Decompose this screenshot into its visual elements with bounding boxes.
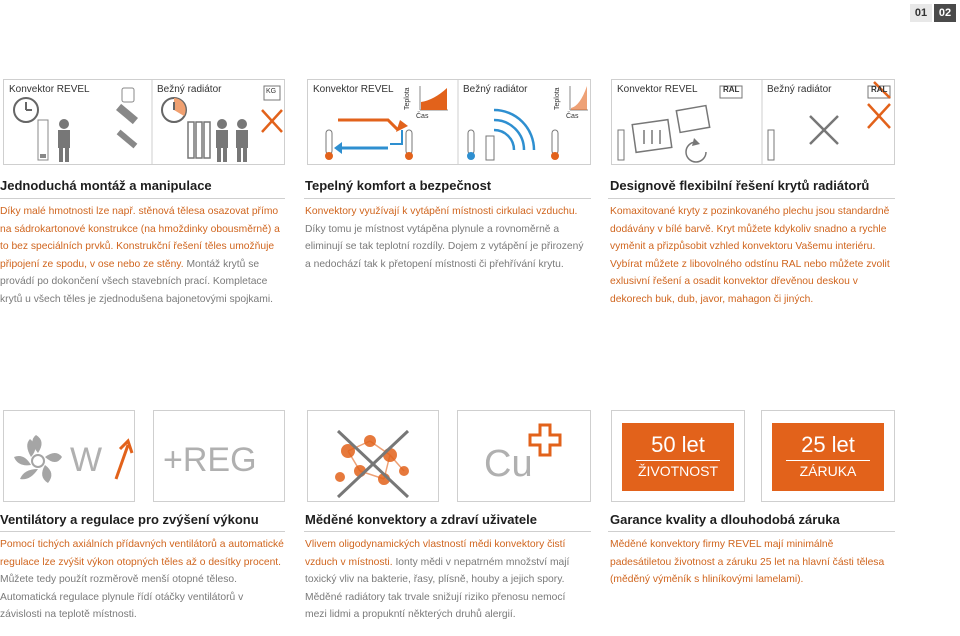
section-text-med-highlight: Vlivem oligodynamických vlastností mědi konvektory čistí vzduch v místnosti. — [305, 539, 566, 568]
section-divider — [304, 198, 591, 199]
clock-orange-icon — [162, 98, 186, 122]
section-text-komfort-highlight: Konvektory využívají k vytápění místnosti cirkulaci vzduchu. — [305, 206, 578, 217]
arrow-up-icon — [116, 441, 132, 479]
cu-text: Cu — [484, 443, 533, 485]
section-title-design: Designově flexibilní řešení krytů radiátorů — [610, 178, 870, 193]
heat-waves-icon — [494, 110, 534, 150]
cover-swap-icon — [632, 106, 709, 162]
cross-icon — [810, 116, 838, 144]
section-text-komfort-body: Díky tomu je místnost vytápěna plynule a rovnoměrně a eliminují se tak teplotní rozdíly. Dojem z vytápění je přirozený a nedochází tak k přetopení místnosti či přehřívání krytu. — [305, 223, 584, 270]
fan-w-letter: W — [70, 441, 103, 479]
panel2-right-label: Bežný radiátor — [463, 84, 528, 95]
section-text-garance-highlight: Měděné konvektory firmy REVEL mají minimálně padesátiletou životnost a záruku 25 let na hlavní části tělesa (měděný výměník s hliníkovými lamelami). — [610, 539, 885, 586]
illustration-panel-design — [611, 79, 895, 165]
box-bacteria — [307, 410, 439, 502]
fan-icon — [14, 435, 62, 483]
section-text-montaz-highlight: Díky malé hmotnosti lze např. stěnová tělesa osazovat přímo na sádrokartonové konstrukce (na hmoždinky obousměrně) a to bez speciálních prvků. Konstrukční řešení těles umožňuje připojení ze spodu, v ose nebo ze stěny. — [0, 206, 280, 270]
reg-text: +REG — [163, 441, 257, 479]
section-divider — [608, 198, 895, 199]
section-text-design-highlight: Komaxitované kryty z pozinkovaného plechu jsou standardně dodávány v bílé barvě. Kryt můžete kdykoliv snadno a rychle vyměnit a přizpůsobit vzhled konvektoru Vašemu interiéru. Vybírat můžete z libovolného odstínu RAL nebo můžete zvolit exlusivní řešení a osadit konvektor dřevěnou deskou v dekorech buk, dub, javor, mahagon či jiných. — [610, 206, 890, 305]
box-fan — [3, 410, 135, 502]
section-text-med-body: Ionty mědi v nepatrném množství mají toxický vliv na bakterie, řasy, plísně, houby a jejich spory. Měděné radiátory tak trvale snižují riziko přenosu nemocí mezi lidmi a propukntí některých druhů alergií. — [305, 556, 570, 621]
page-number-2[interactable]: 02 — [934, 4, 956, 22]
section-title-montaz: Jednoduchá montáž a manipulace — [0, 178, 212, 193]
panel3-ral-label: RAL — [723, 85, 740, 94]
section-text-garance — [610, 536, 895, 589]
lifetime-label: ŽIVOTNOST — [636, 460, 720, 479]
section-title-med: Měděné konvektory a zdraví uživatele — [305, 512, 537, 527]
panel2-axis-x-right: Čas — [566, 113, 579, 120]
panel1-kg-label: KG — [266, 88, 277, 95]
illustration-panel-montaz — [3, 79, 285, 165]
box-reg — [153, 410, 285, 502]
warranty-label: ZÁRUKA — [786, 460, 870, 479]
box-cu — [457, 410, 591, 502]
section-text-komfort — [305, 203, 589, 273]
box-warranty — [761, 410, 895, 502]
radiator-small-icon — [38, 120, 48, 160]
section-divider — [0, 531, 285, 532]
section-text-ventilatory-body: Můžete tedy použít rozměrově menší otopné těleso. Automatická regulace plynule řídí otáčky ventilátorů v závislosti na teplotě místnosti. — [0, 574, 244, 621]
section-divider — [608, 531, 895, 532]
two-persons-icon — [216, 119, 248, 162]
section-title-komfort: Tepelný komfort a bezpečnost — [305, 178, 492, 193]
lifetime-number: 50 let — [651, 432, 705, 457]
bacteria-crossed-illustration — [308, 411, 439, 502]
section-title-ventilatory: Ventilátory a regulace pro zvýšení výkonu — [0, 512, 259, 527]
lifetime-badge — [622, 423, 734, 491]
warranty-badge — [772, 423, 884, 491]
panel1-right-label: Bežný radiátor — [157, 84, 222, 95]
radiator-big-icon — [188, 122, 210, 158]
panel3-right-label: Bežný radiátor — [767, 84, 832, 95]
section-text-montaz-body: Montáž krytů se provádí po dokončení všech stavebních prací. Kompletace krytů u všech těles je zjednodušena bajonetovými spojkami. — [0, 258, 274, 305]
page-number-1[interactable]: 01 — [910, 4, 932, 22]
section-title-garance: Garance kvality a dlouhodobá záruka — [610, 512, 840, 527]
section-divider — [0, 198, 285, 199]
section-text-ventilatory-highlight: Pomocí tichých axiálních přídavných ventilátorů a automatické regulace lze zvýšit výkon otopných těles až o desítky procent. — [0, 539, 284, 568]
clock-icon — [14, 98, 38, 122]
section-text-montaz — [0, 203, 284, 309]
page-pager — [910, 4, 956, 22]
box-lifetime — [611, 410, 745, 502]
section-divider — [304, 531, 591, 532]
circulation-arrows-icon — [334, 120, 408, 154]
section-text-ventilatory — [0, 536, 284, 624]
tools-icon — [116, 88, 138, 148]
person-icon — [58, 119, 70, 162]
illustration-panel-komfort — [307, 79, 591, 165]
section-text-design — [610, 203, 895, 309]
panel2-axis-y: Teplota — [404, 87, 411, 110]
panel2-left-label: Konvektor REVEL — [313, 84, 394, 95]
panel3-ral-label-right: RAL — [871, 85, 888, 94]
panel2-axis-y-right: Teplota — [554, 87, 561, 110]
panel3-left-label: Konvektor REVEL — [617, 84, 698, 95]
panel1-left-label: Konvektor REVEL — [9, 84, 90, 95]
radiator-icon — [486, 136, 494, 160]
panel2-axis-x: Čas — [416, 113, 429, 120]
section-text-med — [305, 536, 589, 624]
warranty-number: 25 let — [801, 432, 855, 457]
